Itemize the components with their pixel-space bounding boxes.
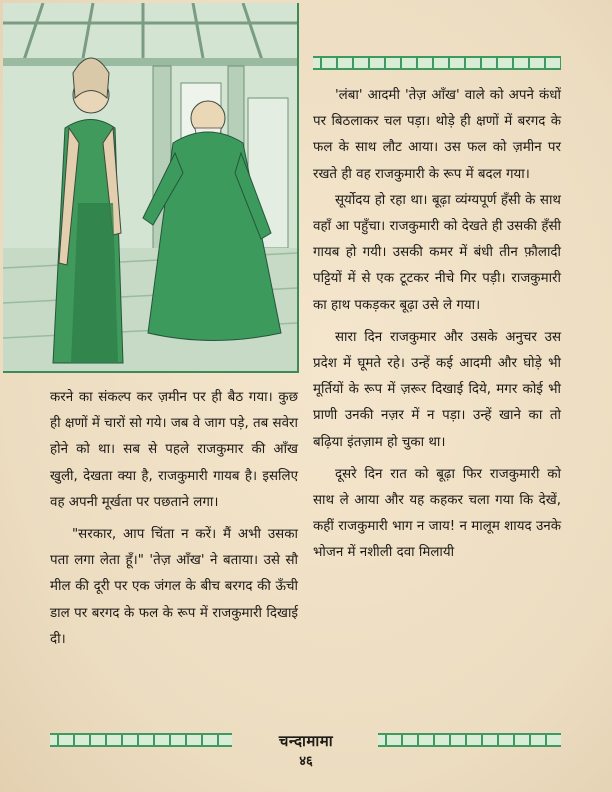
right-column-text (313, 83, 561, 567)
paragraph: दूसरे दिन रात को बूढ़ा फिर राजकुमारी को साथ ले आया और यह कहकर चला गया कि देखें, कहीं राजकुमारी भाग न जाय! न मालूम शायद उनके भोजन में नशीली दवा मिलायी (313, 466, 561, 561)
ornament-band-left (50, 733, 232, 747)
illustration-drawing (3, 3, 297, 371)
left-column-text (50, 385, 298, 653)
paragraph: सूर्योदय हो रहा था। बूढ़ा व्यंग्यपूर्ण हँसी के साथ वहाँ आ पहुँचा। राजकुमारी को देखते ही उसकी हँसी गायब हो गयी। उसकी कमर में बंधी तीन फ़ौलादी पट्टियों में से एक टूटकर नीचे गिर पड़ी। राजकुमारी का हाथ पकड़कर बूढ़ा उसे ले गया। (313, 192, 561, 313)
paragraph: "सरकार, आप चिंता न करें। मैं अभी उसका पता लगा लेता हूँ।" 'तेज़ आँख' ने बताया। उसे सौ मील की दूरी पर एक जंगल के बीच बरगद की ऊँची डाल पर बरगद के फल के रूप में राजकुमारी दिखाई दी। (50, 527, 298, 647)
page-number: ४६ (299, 754, 313, 769)
ornament-band-right (378, 733, 561, 747)
paragraph: 'लंबा' आदमी 'तेज़ आँख' वाले को अपने कंधों पर बिठलाकर चल पड़ा। थोड़े ही क्षणों में बरगद के फल के साथ लौट आया। उस फल को ज़मीन पर रखते ही वह राजकुमारी के रूप में बदल गया। (313, 88, 561, 182)
magazine-name: चन्दामामा (278, 732, 334, 750)
paragraph: सारा दिन राजकुमार और उसके अनुचर उस प्रदेश में घूमते रहे। उन्हें कई आदमी और घोड़े भी मूर्तियों के रूप में ज़रूर दिखाई दिये, मगर कोई भी प्राणी उनकी नज़र में न पड़ा। उन्हें खाने का तो बढ़िया इंतज़ाम हो चुका था। (313, 329, 561, 450)
ornament-band-top (313, 56, 561, 70)
story-illustration (3, 3, 299, 373)
paragraph: करने का संकल्प कर ज़मीन पर ही बैठ गया। कुछ ही क्षणों में चारों सो गये। जब वे जाग पड़े, तब सवेरा होने को था। सब से पहले राजकुमार की आँख खुली, देखता क्या है, राजकुमारी गायब है। इसलिए वह अपनी मूर्खता पर पछताने लगा। (50, 390, 298, 510)
